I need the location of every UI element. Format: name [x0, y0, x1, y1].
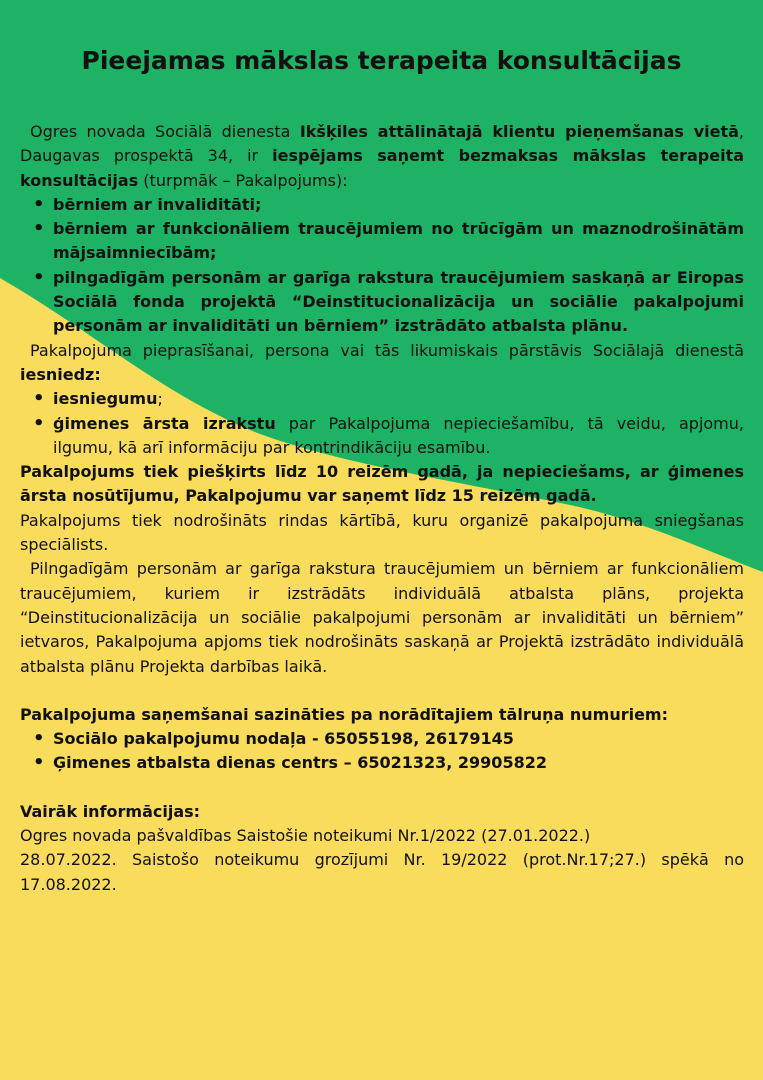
target-group-item: • bērniem ar invaliditāti;: [53, 193, 744, 217]
target-group-item: • pilngadīgām personām ar garīga rakstura traucējumiem saskaņā ar Eiropas Sociālā fonda projektā “Deinstitucionalizācija un sociālie pakalpojumi personām ar invaliditāti un bērniem” izstrādāto atbalsta plānu.: [53, 266, 744, 339]
intro-text-5: (turpmāk – Pakalpojums):: [138, 170, 348, 190]
flyer-body: [20, 120, 744, 897]
more-info-line-1: Ogres novada pašvaldības Saistošie noteikumi Nr.1/2022 (27.01.2022.): [20, 826, 591, 846]
target-group-item: • bērniem ar funkcionāliem traucējumiem no trūcīgām un maznodrošinātām mājsaimniecībām;: [53, 217, 744, 266]
more-info-line-2: 28.07.2022. Saistošo noteikumu grozījumi Nr. 19/2022 (prot.Nr.17;27.) spēkā no 17.08.2022.: [20, 850, 744, 894]
document-item: • iesniegumu;: [53, 387, 744, 411]
intro-paragraph: [20, 120, 744, 193]
document-item: • ģimenes ārsta izrakstu par Pakalpojuma nepieciešamību, tā veidu, apjomu, ilgumu, kā arī informāciju par kontrindikāciju esamību.: [53, 412, 744, 461]
intro-service: iespējams saņemt bezmaksas mākslas terapeita konsultācijas: [20, 146, 745, 190]
contact-item: • Ģimenes atbalsta dienas centrs – 65021323, 29905822: [53, 751, 744, 775]
target-group-list: [20, 193, 744, 339]
contact-list: [20, 727, 744, 776]
intro-location: Ikšķiles attālinātajā klientu pieņemšanas vietā: [299, 122, 739, 141]
contact-item: • Sociālo pakalpojumu nodaļa - 65055198, 26179145: [53, 727, 744, 751]
more-info-heading: Vairāk informācijas:: [20, 801, 201, 821]
project-paragraph: Pilngadīgām personām ar garīga rakstura traucējumiem un bērniem ar funkcionāliem traucējumiem, kuriem ir izstrādāts individuālā atbalsta plāns, projekta “Deinstitucionalizācija un sociālie pakalpojumi personām ar invaliditāti un bērniem” ietvaros, Pakalpojuma apjoms tiek nodrošināts saskaņā ar Projektā izstrādāto individuālā atbalsta plānu Projekta darbības laikā.: [20, 559, 744, 676]
request-submit: iesniedz:: [20, 364, 101, 384]
intro-text-1: Ogres novada Sociālā dienesta: [30, 122, 300, 141]
page-title: Pieejamas mākslas terapeita konsultācijas: [81, 46, 682, 75]
queue-paragraph: Pakalpojums tiek nodrošināts rindas kārtībā, kuru organizē pakalpojuma sniegšanas speciālists.: [20, 510, 744, 555]
documents-list: [20, 387, 744, 460]
contact-heading: Pakalpojuma saņemšanai sazināties pa norādītajiem tālruņa numuriem:: [20, 704, 668, 724]
request-paragraph: [20, 339, 744, 388]
intro-text-3: , Daugavas prospektā 34, ir: [20, 122, 744, 166]
frequency-paragraph: Pakalpojums tiek piešķirts līdz 10 reizēm gadā, ja nepieciešams, ar ģimenes ārsta nosūtījumu, Pakalpojumu var saņemt līdz 15 reizēm gadā.: [20, 462, 744, 506]
request-text: Pakalpojuma pieprasīšanai, persona vai tās likumiskais pārstāvis Sociālajā dienestā: [30, 340, 744, 360]
